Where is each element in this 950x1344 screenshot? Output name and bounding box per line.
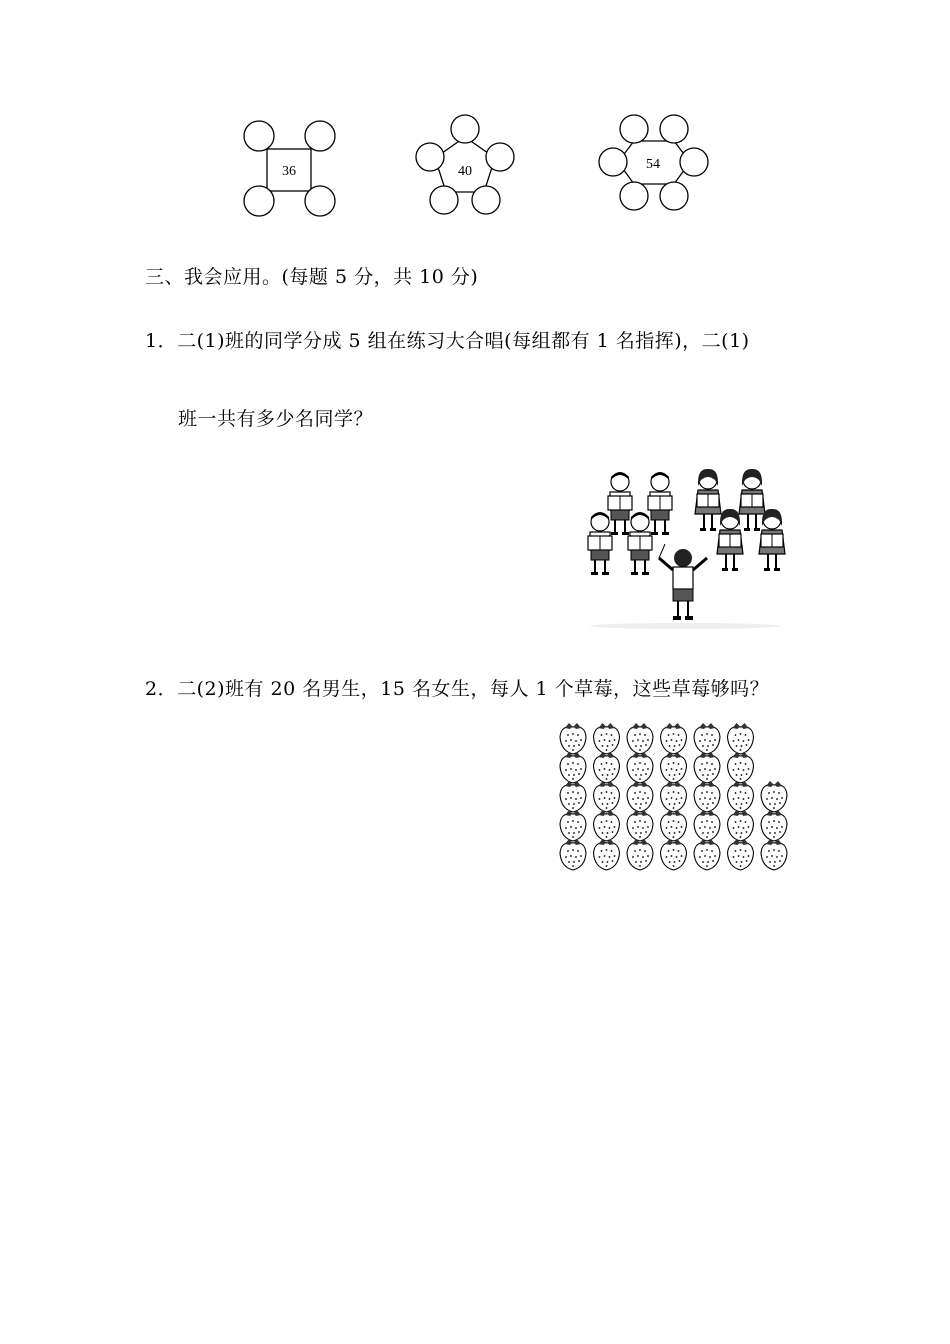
girl-singer <box>695 469 721 531</box>
strawberry <box>627 752 653 783</box>
strawberry <box>560 781 586 812</box>
conductor <box>659 544 707 620</box>
question-1-line-2: 班一共有多少名同学？ <box>178 408 374 430</box>
strawberry <box>728 752 754 783</box>
strawberry <box>627 810 653 841</box>
choir-illustration <box>580 466 790 630</box>
hexagon-circle-puzzle <box>594 110 714 216</box>
strawberry <box>728 781 754 812</box>
section-title: 三、我会应用。(每题 5 分，共 10 分) <box>145 266 479 288</box>
strawberry <box>694 752 720 783</box>
pentagon-circle-puzzle <box>410 112 520 218</box>
strawberry <box>627 839 653 870</box>
strawberry <box>560 752 586 783</box>
boy-singer <box>608 472 632 535</box>
strawberry <box>560 810 586 841</box>
strawberry <box>728 839 754 870</box>
strawberry <box>728 723 754 754</box>
girl-singer <box>739 469 765 531</box>
strawberry <box>661 781 687 812</box>
strawberry <box>661 839 687 870</box>
strawberry <box>694 781 720 812</box>
strawberry <box>594 781 620 812</box>
question-1-line-1 <box>145 326 750 353</box>
question-text: 二(2)班有 20 名男生，15 名女生，每人 1 个草莓，这些草莓够吗？ <box>177 678 770 700</box>
strawberry <box>761 839 787 870</box>
strawberry <box>594 839 620 870</box>
puzzle-center-value: 40 <box>458 164 472 179</box>
question-number: 1． <box>145 330 178 352</box>
strawberry <box>761 781 787 812</box>
strawberry <box>661 810 687 841</box>
strawberry <box>560 839 586 870</box>
question-text: 二(1)班的同学分成 5 组在练习大合唱(每组都有 1 名指挥)，二(1) <box>177 330 750 352</box>
girl-singer <box>717 509 743 571</box>
girl-singer <box>759 509 785 571</box>
question-number: 2． <box>145 678 178 700</box>
strawberry <box>661 752 687 783</box>
boy-singer <box>648 472 672 535</box>
puzzle-center-value: 54 <box>646 157 660 172</box>
strawberry <box>627 781 653 812</box>
boy-singer <box>628 512 652 575</box>
strawberry <box>627 723 653 754</box>
boy-singer <box>588 512 612 575</box>
strawberry <box>694 839 720 870</box>
strawberry <box>594 810 620 841</box>
strawberry-illustration <box>555 720 795 872</box>
square-circle-puzzle <box>236 116 346 220</box>
puzzle-center-value: 36 <box>282 164 296 179</box>
strawberry <box>661 723 687 754</box>
strawberry <box>694 723 720 754</box>
strawberry <box>560 723 586 754</box>
strawberry <box>694 810 720 841</box>
strawberry <box>594 752 620 783</box>
strawberry <box>761 810 787 841</box>
strawberry <box>594 723 620 754</box>
question-2-line-1 <box>145 674 769 701</box>
strawberry <box>728 810 754 841</box>
